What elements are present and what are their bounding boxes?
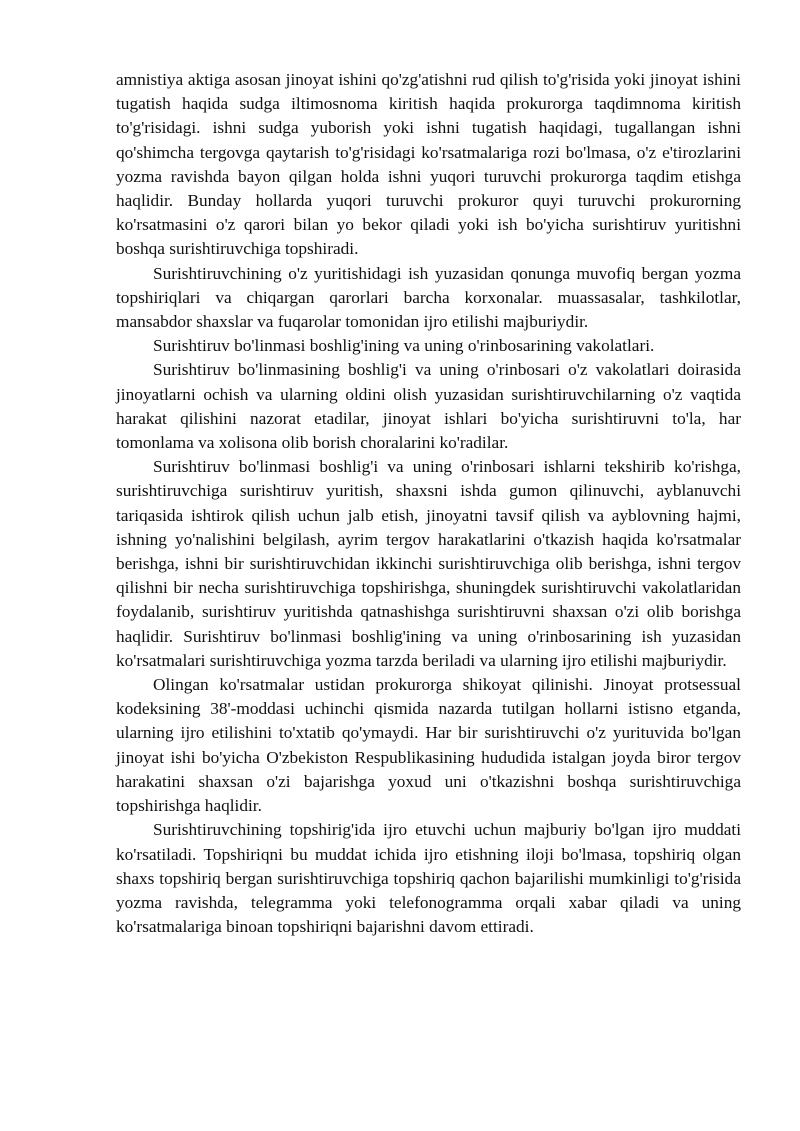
paragraph-4: Surishtiruv bo'linmasining boshlig'i va uning o'rinbosari o'z vakolatlari doirasida jinoyatlarni ochish va ularning oldini olish yuzasidan surishtiruvchilarning o'z vaqtida harakat qilishini nazorat etadilar, jinoyat ishlari bo'yicha surishtiruvni to'la, har tomonlama va xolisona olib borish choralarini ko'radilar. — [116, 360, 741, 453]
paragraph-1: amnistiya aktiga asosan jinoyat ishini qo'zg'atishni rud qilish to'g'risida yoki jinoyat ishini tugatish haqida sudga iltimosnoma kiritish haqida prokurorga taqdimnoma kiritish to'g'risidagi. ishni sudga yuborish yoki ishni tugatish haqidagi, tugallangan ishni qo'shimcha tergovga qaytarish to'g'risidagi ko'rsatmalariga rozi bo'lmasa, o'z e'tirozlarini yozma ravishda bayon qilgan holda ishni yuqori turuvchi prokurorga taqdim etishga haqlidir. Bunday hollarda yuqori turuvchi prokuror quyi turuvchi prokurorning ko'rsatmasini o'z qarori bilan yo bekor qiladi yoki ish bo'yicha surishtiruv yuritishni boshqa surishtiruvchiga topshiradi. — [116, 70, 741, 259]
paragraph-5: Surishtiruv bo'linmasi boshlig'i va uning o'rinbosari ishlarni tekshirib ko'rishga, surishtiruvchiga surishtiruv yuritish, shaxsni ishda gumon qilinuvchi, ayblanuvchi tariqasida ishtirok qilish uchun jalb etish, jinoyatni tavsif qilish va ayblovning hajmi, ishning yo'nalishini belgilash, ayrim tergov harakatlarini o'tkazish haqida ko'rsatmalar berishga, ishni bir surishtiruvchidan ikkinchi surishtiruvchiga olib berishga, ishni tergov qilishni bir necha surishtiruvchiga topshirishga, shuningdek surishtiruvchi vakolatlaridan foydalanib, surishtiruv yuritishda qatnashishga surishtiruvni shaxsan o'zi olib borishga haqlidir. Surishtiruv bo'linmasi boshlig'ining va uning o'rinbosarining ish yuzasidan ko'rsatmalari surishtiruvchiga yozma tarzda beriladi va ularning ijro etilishi majburiydir. — [116, 457, 741, 670]
document-page — [116, 68, 741, 939]
paragraph-6: Olingan ko'rsatmalar ustidan prokurorga shikoyat qilinishi. Jinoyat protsessual kodeksining 38'-moddasi uchinchi qismida nazarda tutilgan hollarni istisno etganda, ularning ijro etilishini to'xtatib qo'ymaydi. Har bir surishtiruvchi o'z yurituvida bo'lgan jinoyat ishi bo'yicha O'zbekiston Respublikasining hududida istalgan joyda biror tergov harakatini shaxsan o'zi bajarishga yoxud uni o'tkazishni boshqa surishtiruvchiga topshirishga haqlidir. — [116, 675, 741, 816]
paragraph-3-heading: Surishtiruv bo'linmasi boshlig'ining va uning o'rinbosarining vakolatlari. — [153, 336, 655, 356]
paragraph-7: Surishtiruvchining topshirig'ida ijro etuvchi uchun majburiy bo'lgan ijro muddati ko'rsatiladi. Topshiriqni bu muddat ichida ijro etishning iloji bo'lmasa, topshiriq olgan shaxs topshiriq bergan surishtiruvchiga topshiriq qachon bajarilishi mumkinligi to'g'risida yozma ravishda, telegramma yoki telefonogramma orqali xabar qiladi va uning ko'rsatmalariga binoan topshiriqni bajarishni davom ettiradi. — [116, 820, 741, 937]
paragraph-2: Surishtiruvchining o'z yuritishidagi ish yuzasidan qonunga muvofiq bergan yozma topshiriqlari va chiqargan qarorlari barcha korxonalar. muassasalar, tashkilotlar, mansabdor shaxslar va fuqarolar tomonidan ijro etilishi majburiydir. — [116, 263, 741, 332]
